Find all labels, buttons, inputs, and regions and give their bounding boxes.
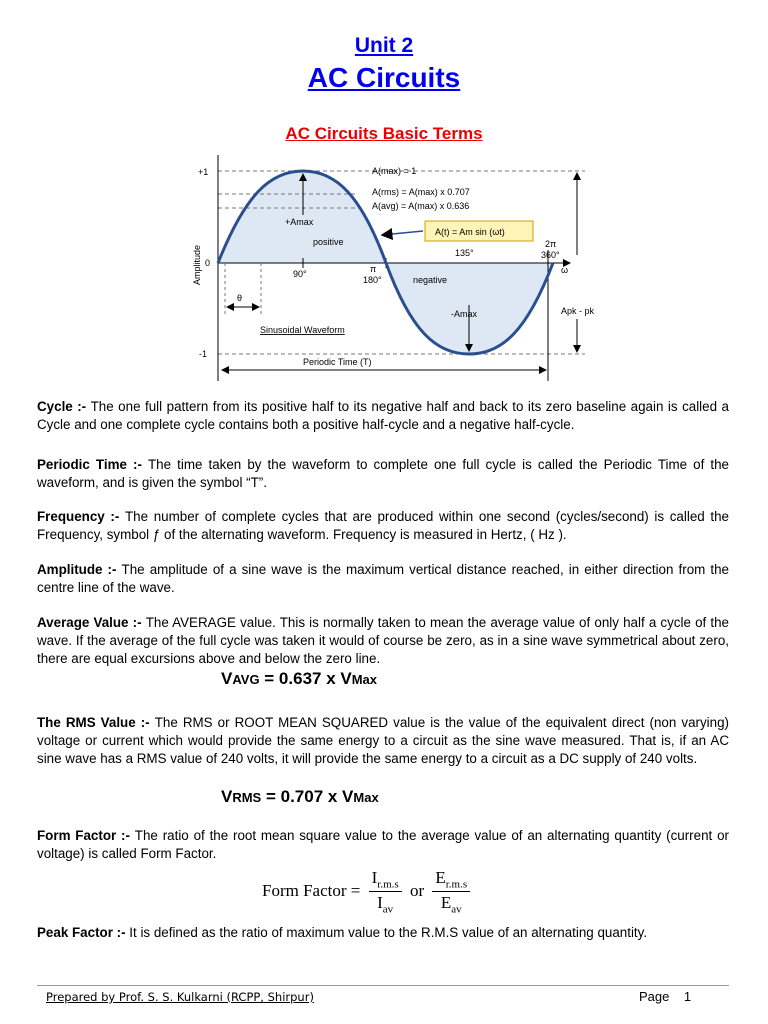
unit-heading: Unit 2 xyxy=(354,34,414,57)
term-label: Periodic Time :- xyxy=(37,457,148,472)
sinusoidal-waveform-diagram xyxy=(185,155,597,383)
term-rms-value xyxy=(37,714,729,768)
theta-label: θ xyxy=(237,293,243,303)
ff-fraction-emf: $\frac{E_{r.m.s}}{E_{av}}$ xyxy=(432,868,470,916)
y-bottom-label: -1 xyxy=(199,349,208,359)
term-text: The AVERAGE value. This is normally taken to mean the average value of only half a cycle of the wave. If the average of the full cycle was taken it would of course be zero, as in a sine wave symmetrical about zero, there are equal excursions above and below the zero line. xyxy=(37,615,729,666)
a-max-label: A(max) = 1 xyxy=(372,166,417,176)
ff-fraction-current: $\frac{I_{r.m.s}}{I_{av}}$ xyxy=(369,868,402,916)
term-label: Peak Factor :- xyxy=(37,925,130,940)
a-avg-label: A(avg) = A(max) x 0.636 xyxy=(372,201,470,211)
section-subtitle: AC Circuits Basic Terms xyxy=(285,124,483,143)
ff-label: Form Factor = xyxy=(262,880,361,900)
term-text: The time taken by the waveform to complete one full cycle is called the Periodic Time of the waveform, and is given the symbol “T”. xyxy=(37,457,729,490)
term-text: It is defined as the ratio of maximum value to the R.M.S value of an alternating quantity. xyxy=(129,925,648,940)
vavg-formula: VAVG = 0.637 x VMax xyxy=(221,669,378,688)
pi-label: π xyxy=(370,264,377,274)
deg90-label: 90° xyxy=(293,269,307,279)
deg135-label: 135° xyxy=(455,248,474,258)
term-amplitude xyxy=(37,561,729,597)
term-cycle xyxy=(37,398,729,434)
footer-prepared-by: Prepared by Prof. S. S. Kulkarni (RCPP, Shirpur) xyxy=(46,990,314,1004)
term-form-factor xyxy=(37,827,729,863)
two-pi-label: 2π xyxy=(545,239,557,249)
deg360-label: 360° xyxy=(541,250,560,260)
equation-label: A(t) = Am sin (ωt) xyxy=(435,227,505,237)
y-top-label: +1 xyxy=(198,167,209,177)
term-label: Average Value :- xyxy=(37,615,146,630)
minus-amax-label: -Amax xyxy=(451,309,478,319)
sinusoidal-label: Sinusoidal Waveform xyxy=(260,325,345,335)
term-label: Form Factor :- xyxy=(37,828,135,843)
amplitude-label: Amplitude xyxy=(192,244,202,285)
term-peak-factor xyxy=(37,924,729,942)
term-text: The number of complete cycles that are produced within one second (cycles/second) is called the Frequency, symbol ƒ of the alternating waveform. Frequency is measured in Hertz, ( Hz ). xyxy=(37,509,730,542)
y-zero-label: 0 xyxy=(205,258,211,268)
deg180-label: 180° xyxy=(363,275,382,285)
form-factor-equation xyxy=(262,868,474,916)
footer-divider xyxy=(37,985,729,986)
vrms-formula: VRMS = 0.707 x VMax xyxy=(221,787,379,806)
apk-label: Apk - pk xyxy=(561,306,595,316)
plus-amax-label: +Amax xyxy=(285,217,314,227)
term-text: The amplitude of a sine wave is the maximum vertical distance reached, in either direction from the centre line of the wave. xyxy=(37,562,729,595)
footer-page-number: Page 1 xyxy=(639,989,692,1004)
term-text: The RMS or ROOT MEAN SQUARED value is the value of the equivalent direct (non varying) voltage or current which would provide the same energy to a circuit as the sine wave measured. That is, if an AC sine wave has a RMS value of 240 volts, it will provide the same energy to a circuit as a DC supply of 240 volts. xyxy=(37,715,730,766)
equation-arrow xyxy=(382,231,423,235)
periodic-time-label: Periodic Time (T) xyxy=(303,357,372,367)
page-title: AC Circuits xyxy=(307,62,461,93)
term-text: The ratio of the root mean square value to the average value of an alternating quantity (current or voltage) is called Form Factor. xyxy=(37,828,729,861)
term-frequency xyxy=(37,508,729,544)
positive-label: positive xyxy=(313,237,344,247)
ff-or: or xyxy=(409,880,425,900)
term-average-value xyxy=(37,614,729,668)
omega-label: ω xyxy=(561,265,569,275)
term-label: Cycle :- xyxy=(37,399,91,414)
term-text: The one full pattern from its positive half to its negative half and back to its zero baseline again is called a Cycle and one complete cycle contains both a positive half-cycle and a negative half-cycle. xyxy=(37,399,729,432)
term-label: Frequency :- xyxy=(37,509,125,524)
term-label: Amplitude :- xyxy=(37,562,122,577)
term-label: The RMS Value :- xyxy=(37,715,155,730)
negative-label: negative xyxy=(413,275,448,285)
term-periodic-time xyxy=(37,456,729,492)
a-rms-label: A(rms) = A(max) x 0.707 xyxy=(372,187,470,197)
